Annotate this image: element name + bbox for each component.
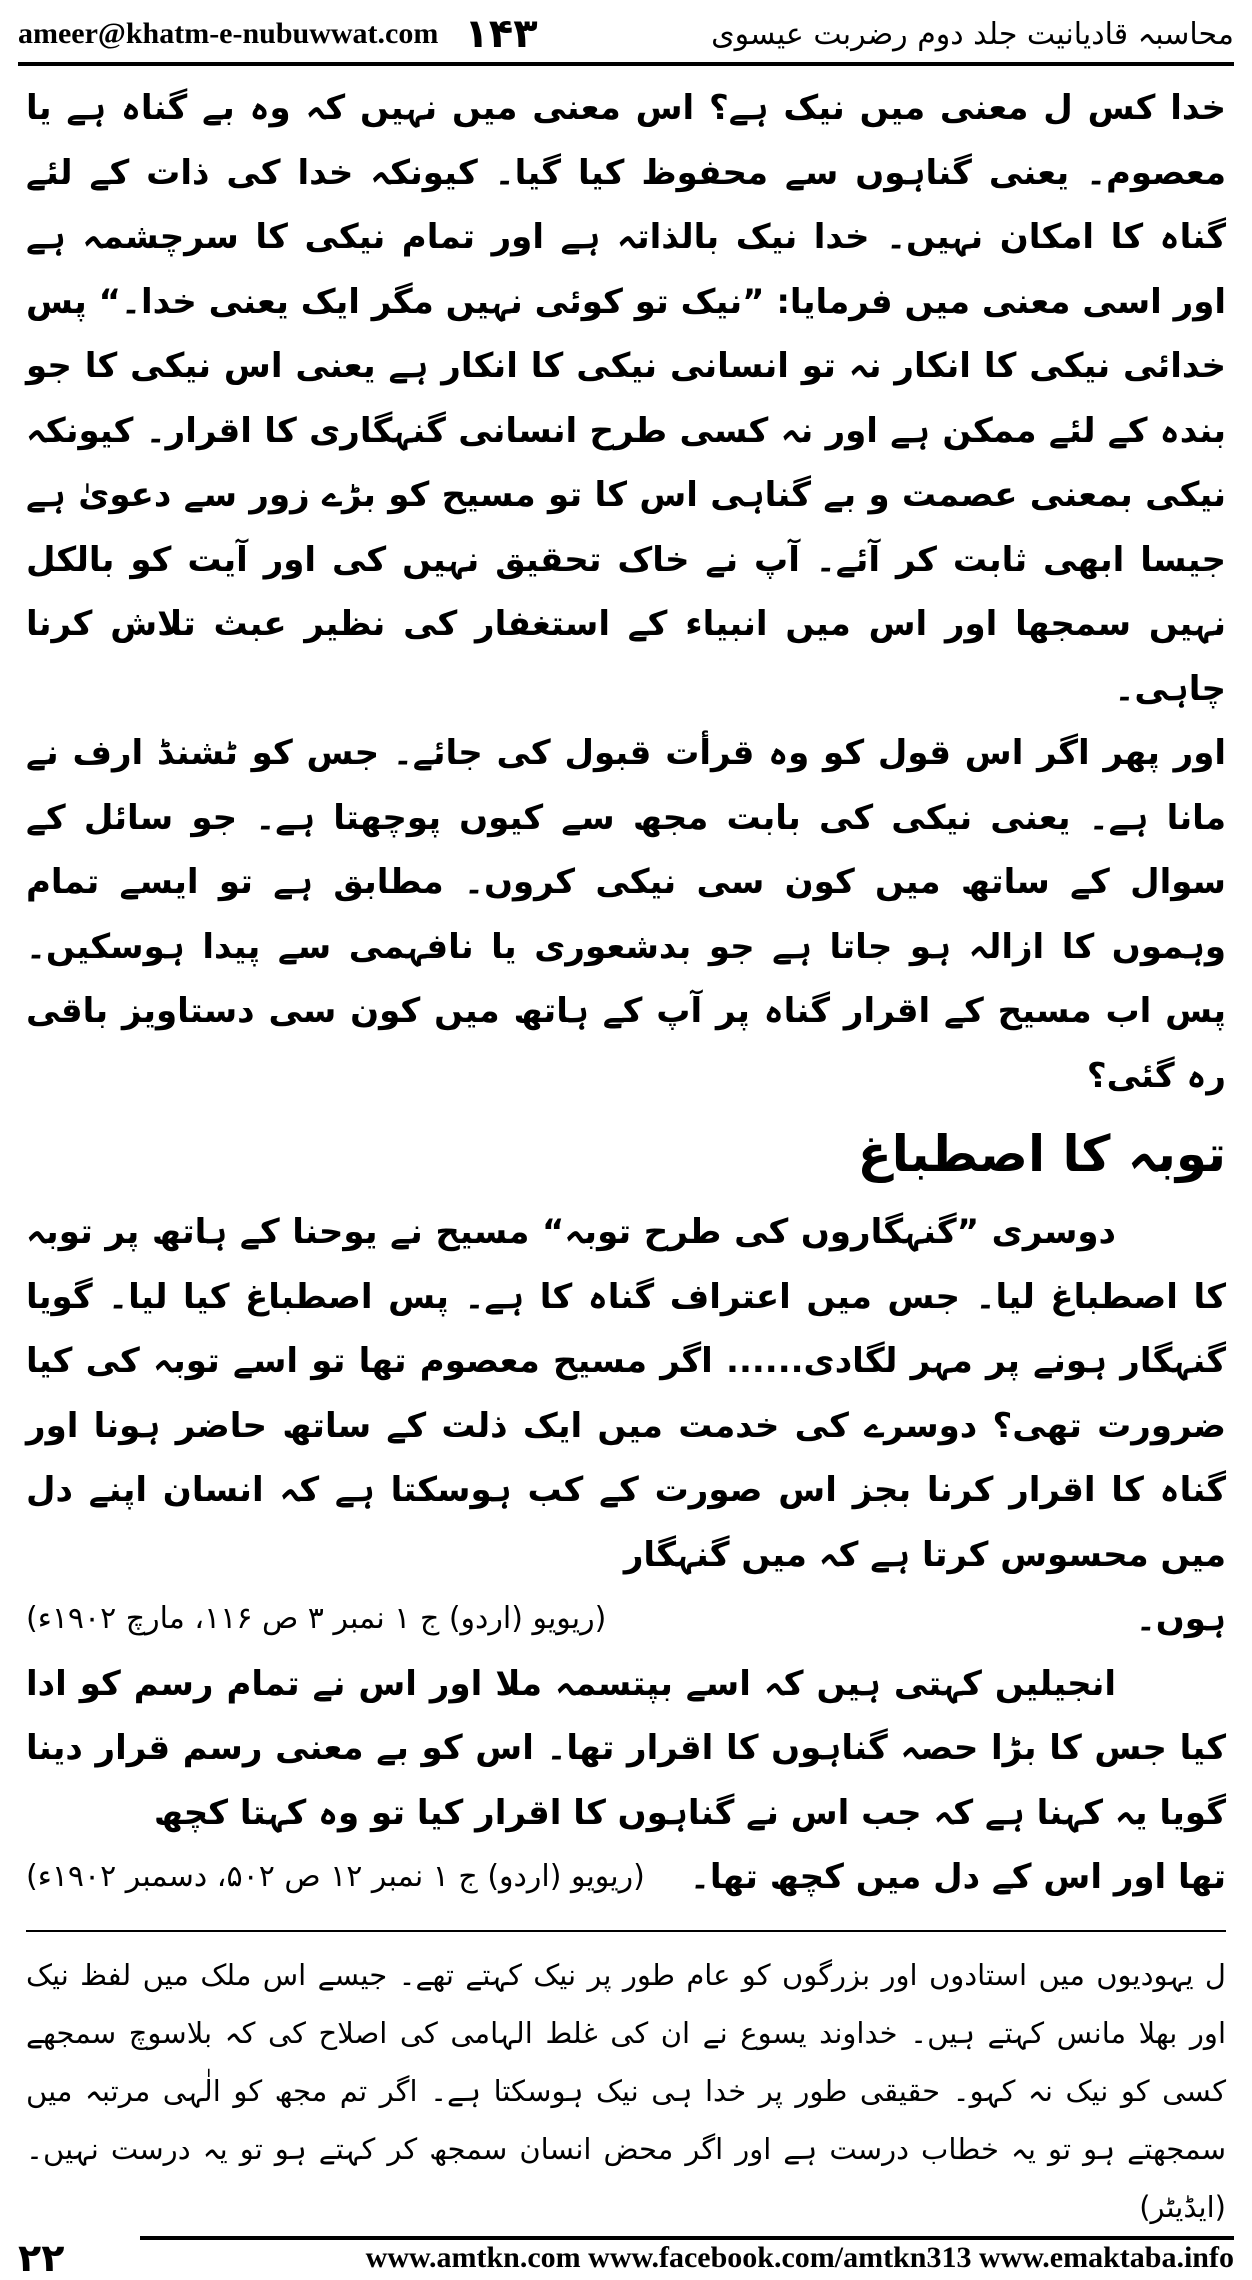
footnote-rule — [26, 1930, 1226, 1932]
citation-1: (ریویو (اردو) ج ۱ نمبر ۳ ص ۱۱۶، مارچ ۱۹۰۲ء) — [26, 1601, 607, 1636]
header-rule — [18, 62, 1234, 66]
footer-mark: ۲۲ — [18, 2236, 65, 2280]
paragraph-3-end: ہوں۔ — [1135, 1599, 1226, 1639]
footer-links: www.amtkn.com www.facebook.com/amtkn313 www.emaktaba.info — [365, 2241, 1234, 2274]
paragraph-3: دوسری ”گنہگاروں کی طرح توبہ“ مسیح نے یوحنا کے ہاتھ پر توبہ کا اصطباغ لیا۔ جس میں اعتراف گناہ کا ہے۔ پس اصطباغ کیا لیا۔ گویا گنہگار ہونے پر مہر لگادی...... اگر مسیح معصوم تھا تو اسے توبہ کی کیا ضرورت تھی؟ دوسرے کی خدمت میں ایک ذلت کے ساتھ حاضر ہونا اور گناہ کا اقرار کرنا بجز اس صورت کے کب ہوسکتا ہے کہ انسان اپنے دل میں محسوس کرتا ہے کہ میں گنہگار — [26, 1212, 1226, 1575]
citation-row-2 — [26, 1845, 1226, 1910]
footnote: ل یہودیوں میں استادوں اور بزرگوں کو عام طور پر نیک کہتے تھے۔ جیسے اس ملک میں لفظ نیک اور بھلا مانس کہتے ہیں۔ خداوند یسوع نے ان کی غلط الہامی کی اصلاح کی کہ بلاسوچ سمجھے کسی کو نیک نہ کہو۔ حقیقی طور پر خدا ہی نیک ہوسکتا ہے۔ اگر تم مجھ کو الٰہی مرتبہ میں سمجھتے ہو تو یہ خطاب درست ہے اور اگر محض انسان سمجھ کر کہتے ہو تو یہ درست نہیں۔ (ایڈیٹر) — [26, 1958, 1226, 2224]
main-text — [26, 76, 1226, 1910]
header-email: ameer@khatm-e-nubuwwat.com — [18, 17, 439, 50]
paragraph-2: اور پھر اگر اس قول کو وہ قرأت قبول کی جائے۔ جس کو ٹشنڈ ارف نے مانا ہے۔ یعنی نیکی کی بابت مجھ سے کیوں پوچھتا ہے۔ جو سائل کے سوال کے ساتھ میں کون سی نیکی کروں۔ مطابق ہے تو ایسے تمام وہموں کا ازالہ ہو جاتا ہے جو بدشعوری یا نافہمی سے پیدا ہوسکیں۔ پس اب مسیح کے اقرار گناہ پر آپ کے ہاتھ میں کون سی دستاویز باقی رہ گئی؟ — [26, 733, 1226, 1096]
paragraph-4: انجیلیں کہتی ہیں کہ اسے بپتسمہ ملا اور اس نے تمام رسم کو ادا کیا جس کا بڑا حصہ گناہوں کا اقرار تھا۔ اس کو بے معنی رسم قرار دینا گویا یہ کہنا ہے کہ جب اس نے گناہوں کا اقرار کیا تو وہ کہتا کچھ — [26, 1663, 1226, 1833]
paragraph-4-end: تھا اور اس کے دل میں کچھ تھا۔ — [689, 1857, 1226, 1897]
citation-row-1 — [26, 1587, 1226, 1652]
page-footer — [18, 2236, 1234, 2280]
page-header — [18, 8, 1234, 60]
page-number: ۱۴۳ — [464, 11, 538, 57]
section-heading: توبہ کا اصطباغ — [857, 1125, 1226, 1183]
paragraph-1: خدا کس‌ ل معنی میں نیک ہے؟ اس معنی میں نہیں کہ وہ بے گناہ ہے یا معصوم۔ یعنی گناہوں سے محفوظ کیا گیا۔ کیونکہ خدا کی ذات کے لئے گناہ کا امکان نہیں۔ خدا نیک بالذاتہ ہے اور تمام نیکی کا سرچشمہ ہے اور اسی معنی میں فرمایا: ”نیک تو کوئی نہیں مگر ایک یعنی خدا۔“ پس خدائی نیکی کا انکار نہ تو انسانی نیکی کا انکار ہے یعنی اس نیکی کا جو بندہ کے لئے ممکن ہے اور نہ کسی طرح انسانی گنہگاری کا اقرار۔ کیونکہ نیکی بمعنی عصمت و بے گناہی اس کا تو مسیح کو بڑے زور سے دعویٰ ہے جیسا ابھی ثابت کر آئے۔ آپ نے خاک تحقیق نہیں کی اور آیت کو بالکل نہیں سمجھا اور اس میں انبیاء کے استغفار کی نظیر عبث تلاش کرنا چاہی۔ — [26, 88, 1226, 709]
header-left — [18, 11, 538, 57]
book-title: محاسبہ قادیانیت جلد دوم رضربت عیسوی — [711, 16, 1234, 52]
citation-2: (ریویو (اردو) ج ۱ نمبر ۱۲ ص ۵۰۲، دسمبر ۱۹۰۲ء) — [26, 1859, 645, 1894]
